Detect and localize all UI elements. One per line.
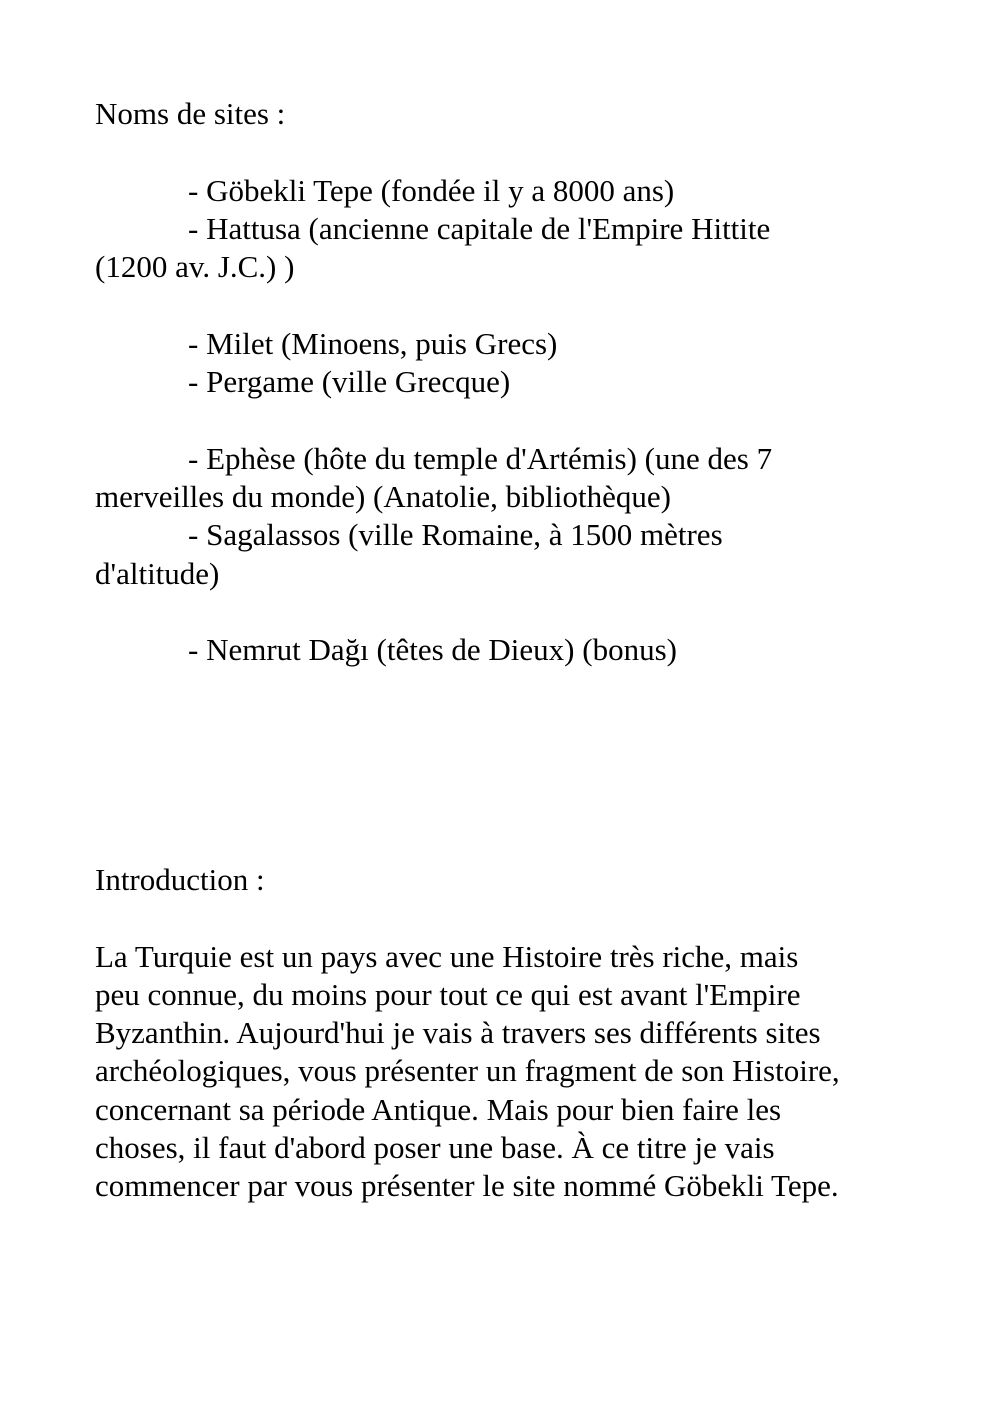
paragraph-line: choses, il faut d'abord poser une base. À ce titre je vais: [95, 1130, 775, 1166]
introduction-heading: Introduction :: [95, 861, 265, 897]
paragraph-line: concernant sa période Antique. Mais pour bien faire les: [95, 1091, 782, 1127]
site-ephese: - Ephèse (hôte du temple d'Artémis) (une des 7: [188, 440, 773, 476]
site-hattusa-continued: (1200 av. J.C.) ): [95, 249, 295, 285]
site-hattusa: - Hattusa (ancienne capitale de l'Empire Hittite: [188, 210, 771, 246]
site-milet: - Milet (Minoens, puis Grecs): [188, 325, 558, 361]
site-ephese-continued: merveilles du monde) (Anatolie, bibliothèque): [95, 478, 671, 514]
site-sagalassos-continued: d'altitude): [95, 555, 220, 591]
spacer: [95, 899, 905, 937]
spacer: [95, 401, 905, 439]
paragraph-line: Byzanthin. Aujourd'hui je vais à travers ses différents sites: [95, 1015, 821, 1051]
spacer: [95, 133, 905, 171]
paragraph-line: archéologiques, vous présenter un fragment de son Histoire,: [95, 1053, 840, 1089]
paragraph-line: commencer par vous présenter le site nommé Göbekli Tepe.: [95, 1168, 839, 1204]
spacer: [95, 286, 905, 324]
introduction-paragraph: [95, 938, 905, 1206]
site-sagalassos: - Sagalassos (ville Romaine, à 1500 mètres: [188, 517, 723, 553]
site-nemrut-dagi: - Nemrut Dağı (têtes de Dieux) (bonus): [188, 632, 677, 668]
paragraph-line: La Turquie est un pays avec une Histoire très riche, mais: [95, 938, 799, 974]
spacer: [95, 669, 905, 861]
site-pergame: - Pergame (ville Grecque): [188, 364, 511, 400]
site-gobekli-tepe: - Göbekli Tepe (fondée il y a 8000 ans): [188, 172, 675, 208]
sites-heading: Noms de sites :: [95, 96, 286, 131]
paragraph-line: peu connue, du moins pour tout ce qui est avant l'Empire: [95, 976, 801, 1012]
spacer: [95, 593, 905, 631]
document-body: [95, 95, 905, 1206]
